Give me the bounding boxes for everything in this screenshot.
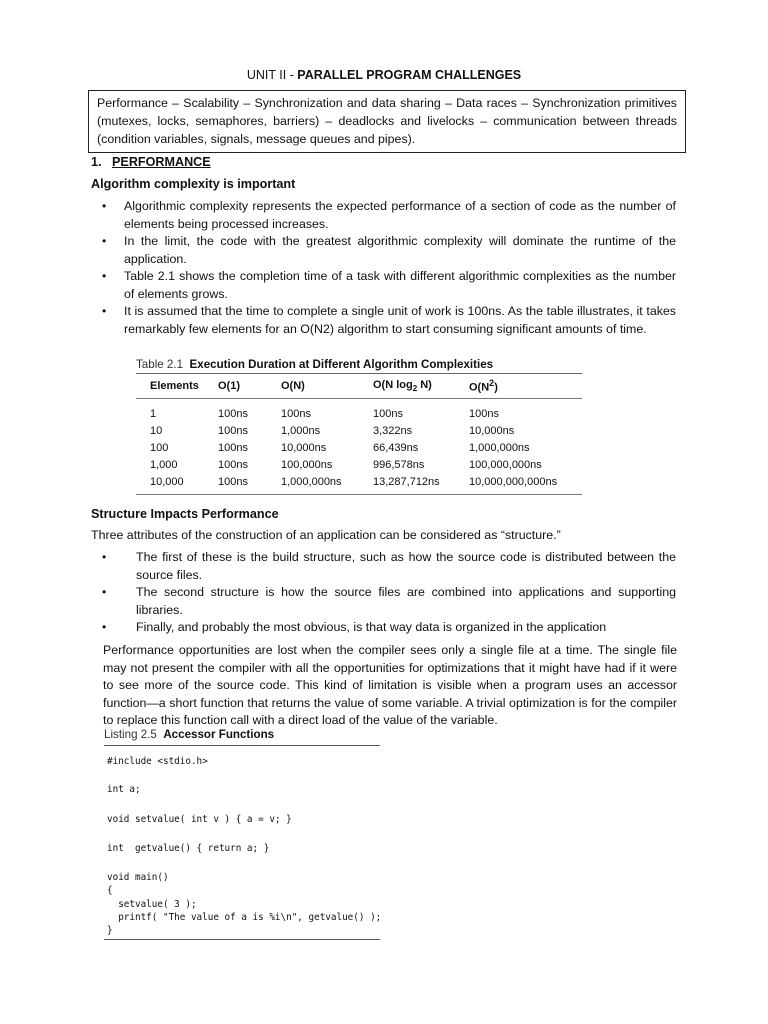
table-cell: 1,000ns bbox=[281, 424, 321, 437]
bullet-icon: • bbox=[102, 304, 107, 318]
header-text: N) bbox=[417, 378, 432, 391]
table-cell: 100ns bbox=[281, 407, 311, 420]
list-item bbox=[102, 584, 676, 619]
section-heading-performance bbox=[91, 155, 211, 169]
col-header-elements: Elements bbox=[136, 374, 204, 399]
col-header-o1: O(1) bbox=[204, 374, 267, 399]
table-cell: 13,287,712ns bbox=[359, 473, 455, 495]
table-cell: 100ns bbox=[218, 407, 248, 420]
complexity-table bbox=[136, 374, 582, 495]
list-item bbox=[102, 198, 676, 233]
table-cell: 3,322ns bbox=[373, 424, 413, 437]
table-cell: 100ns bbox=[218, 424, 248, 437]
table-row bbox=[136, 399, 582, 423]
header-text: O(N log bbox=[373, 378, 413, 391]
listing-caption-label: Listing 2.5 bbox=[104, 728, 157, 741]
table-caption-label: Table 2.1 bbox=[136, 358, 184, 371]
code-line: { bbox=[107, 885, 113, 896]
list-item bbox=[102, 303, 676, 338]
code-line: #include <stdio.h> bbox=[107, 756, 208, 767]
code-line: void main() bbox=[107, 872, 169, 883]
table-cell: 100,000,000ns bbox=[469, 458, 542, 471]
unit-title bbox=[0, 68, 768, 82]
table-caption-title: Execution Duration at Different Algorithm Complexities bbox=[189, 358, 494, 371]
table-caption bbox=[136, 358, 582, 371]
col-header-onlogn bbox=[359, 374, 455, 399]
header-text: O(N bbox=[469, 381, 490, 394]
listing-caption-title: Accessor Functions bbox=[163, 728, 275, 741]
complexity-table-block bbox=[136, 358, 582, 495]
list-item-text: The second structure is how the source files are combined into applications and supporting libraries. bbox=[136, 585, 676, 617]
table-cell: 10,000ns bbox=[281, 441, 327, 454]
table-cell: 100ns bbox=[218, 441, 248, 454]
bullet-icon: • bbox=[102, 269, 107, 283]
list-item-text: Algorithmic complexity represents the expected performance of a section of code as the number of elements being processed increases. bbox=[124, 199, 676, 231]
col-header-on2 bbox=[455, 374, 582, 399]
section-number: 1. bbox=[91, 155, 102, 169]
list-item bbox=[102, 268, 676, 303]
bullet-icon: • bbox=[102, 234, 107, 248]
col-header-on: O(N) bbox=[267, 374, 359, 399]
bullet-icon: • bbox=[102, 620, 107, 634]
list-item bbox=[102, 233, 676, 268]
table-header-row bbox=[136, 374, 582, 399]
header-text: ) bbox=[494, 381, 498, 394]
performance-bullet-list bbox=[102, 198, 676, 338]
list-item bbox=[102, 619, 676, 637]
header-subscript: 2 bbox=[412, 384, 418, 394]
bullet-icon: • bbox=[102, 199, 107, 213]
table-cell: 100ns bbox=[469, 407, 499, 420]
table-cell: 100 bbox=[150, 441, 169, 454]
header-superscript: 2 bbox=[489, 378, 495, 389]
table-cell: 66,439ns bbox=[373, 441, 419, 454]
code-line: int getvalue() { return a; } bbox=[107, 843, 270, 854]
bullet-icon: • bbox=[102, 585, 107, 599]
table-cell: 1,000,000ns bbox=[267, 473, 359, 495]
subheading-structure-performance: Structure Impacts Performance bbox=[91, 507, 279, 521]
listing-caption bbox=[104, 728, 380, 746]
listing-bottom-rule bbox=[104, 939, 380, 940]
structure-intro: Three attributes of the construction of an application can be considered as “structure.” bbox=[91, 528, 561, 542]
list-item-text: Finally, and probably the most obvious, is that way data is organized in the application bbox=[136, 620, 607, 634]
table-row bbox=[136, 439, 582, 456]
section-title: PERFORMANCE bbox=[112, 155, 211, 169]
table-cell: 10,000ns bbox=[469, 424, 515, 437]
code-line: int a; bbox=[107, 784, 141, 795]
table-cell: 100ns bbox=[204, 473, 267, 495]
table-row bbox=[136, 456, 582, 473]
code-line: printf( "The value of a is %i\n", getvalue() ); bbox=[107, 912, 382, 923]
code-line: } bbox=[107, 925, 113, 936]
list-item-text: In the limit, the code with the greatest algorithmic complexity will dominate the runtime of the application. bbox=[124, 234, 676, 266]
table-cell: 10,000 bbox=[136, 473, 204, 495]
list-item-text: It is assumed that the time to complete a single unit of work is 100ns. As the table illustrates, it takes remarkably few elements for an O(N2) algorithm to start consuming significant amounts of time. bbox=[124, 304, 676, 336]
table-cell: 10 bbox=[150, 424, 163, 437]
unit-prefix: UNIT II - bbox=[246, 68, 298, 82]
structure-bullet-list bbox=[102, 549, 676, 637]
table-row bbox=[136, 473, 582, 495]
structure-paragraph: Performance opportunities are lost when the compiler sees only a single file at a time. The single file may not present the compiler with all the opportunities for optimizations that it might have had if it were to see more of the source code. This kind of limitation is visible when a program uses an accessor function—a short function that returns the value of some variable. A trivial optimization is for the compiler to replace this function call with a direct load of the value of the variable. bbox=[103, 643, 677, 727]
syllabus-topics-box: Performance – Scalability – Synchronization and data sharing – Data races – Synchronization primitives (mutexes, locks, semaphores, barriers) – deadlocks and livelocks – communication between threads (condition variables, signals, message queues and pipes). bbox=[88, 90, 686, 153]
list-item-text: The first of these is the build structure, such as how the source code is distributed between the source files. bbox=[136, 550, 676, 582]
table-cell: 100,000ns bbox=[281, 458, 333, 471]
code-listing-block bbox=[104, 728, 382, 936]
table-row bbox=[136, 422, 582, 439]
table-cell: 100ns bbox=[373, 407, 403, 420]
table-cell: 1,000,000ns bbox=[469, 441, 530, 454]
unit-heading: PARALLEL PROGRAM CHALLENGES bbox=[297, 68, 522, 82]
bullet-icon: • bbox=[102, 550, 107, 564]
subheading-algorithm-complexity: Algorithm complexity is important bbox=[91, 177, 296, 191]
list-item bbox=[102, 549, 676, 584]
table-cell: 1,000 bbox=[150, 458, 178, 471]
table-cell: 996,578ns bbox=[373, 458, 425, 471]
table-cell: 100ns bbox=[218, 458, 248, 471]
code-line: void setvalue( int v ) { a = v; } bbox=[107, 814, 292, 825]
list-item-text: Table 2.1 shows the completion time of a task with different algorithmic complexities as the number of elements grows. bbox=[124, 269, 676, 301]
table-cell: 1 bbox=[150, 407, 157, 420]
table-cell: 10,000,000,000ns bbox=[455, 473, 582, 495]
code-line: setvalue( 3 ); bbox=[107, 899, 197, 910]
